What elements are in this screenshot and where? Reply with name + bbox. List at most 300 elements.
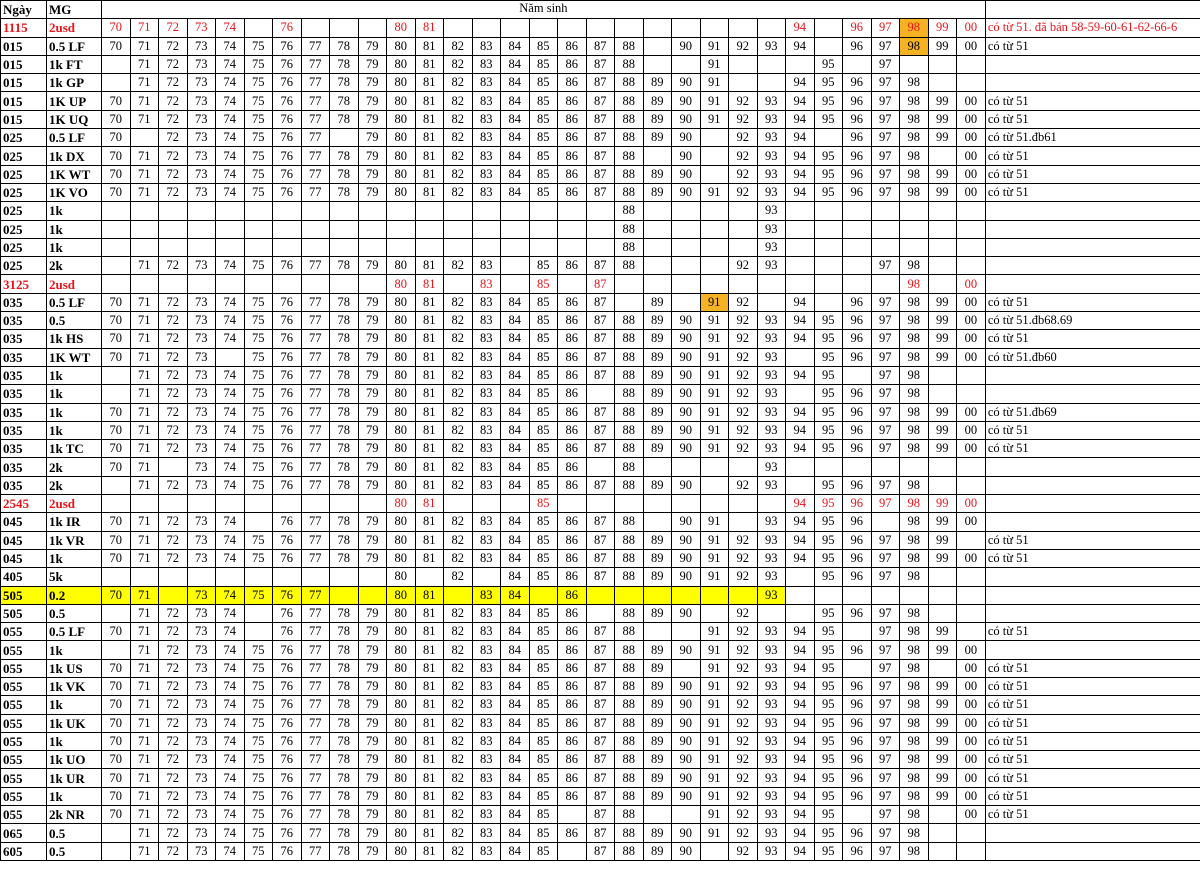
cell-year-80: 80 xyxy=(387,531,416,549)
cell-year-83: 83 xyxy=(472,37,501,55)
cell-year-73: 73 xyxy=(187,604,216,622)
cell-year-71: 71 xyxy=(130,714,159,732)
cell-year-81: 81 xyxy=(415,165,444,183)
cell-year-74: 74 xyxy=(216,92,245,110)
cell-note xyxy=(985,604,1200,622)
cell-year-98: 98 xyxy=(900,824,929,842)
cell-year-73: 73 xyxy=(187,659,216,677)
cell-year-99: 99 xyxy=(928,129,957,147)
cell-year-73: 73 xyxy=(187,458,216,476)
cell-year-82: 82 xyxy=(444,293,473,311)
cell-year-98: 98 xyxy=(900,842,929,860)
cell-year-89 xyxy=(643,220,672,238)
cell-year-74: 74 xyxy=(216,659,245,677)
cell-year-93 xyxy=(757,74,786,92)
cell-year-84 xyxy=(501,275,530,293)
cell-note xyxy=(985,586,1200,604)
cell-year-97 xyxy=(871,586,900,604)
cell-year-00: 00 xyxy=(957,787,986,805)
cell-year-78: 78 xyxy=(330,696,359,714)
cell-mg: 1k UR xyxy=(47,769,102,787)
cell-year-81: 81 xyxy=(415,549,444,567)
cell-year-74: 74 xyxy=(216,714,245,732)
cell-year-70: 70 xyxy=(102,513,131,531)
cell-year-86: 86 xyxy=(558,476,587,494)
cell-year-74: 74 xyxy=(216,586,245,604)
cell-year-70: 70 xyxy=(102,659,131,677)
cell-year-72 xyxy=(159,220,188,238)
cell-year-93: 93 xyxy=(757,183,786,201)
cell-year-97 xyxy=(871,275,900,293)
cell-year-86: 86 xyxy=(558,147,587,165)
cell-year-93: 93 xyxy=(757,623,786,641)
cell-year-70: 70 xyxy=(102,165,131,183)
cell-year-87: 87 xyxy=(586,769,615,787)
cell-year-70 xyxy=(102,385,131,403)
cell-year-80: 80 xyxy=(387,312,416,330)
cell-year-75 xyxy=(244,604,273,622)
cell-year-99: 99 xyxy=(928,403,957,421)
cell-year-89: 89 xyxy=(643,732,672,750)
cell-year-87: 87 xyxy=(586,732,615,750)
cell-year-74: 74 xyxy=(216,751,245,769)
cell-year-97: 97 xyxy=(871,110,900,128)
cell-year-78: 78 xyxy=(330,732,359,750)
cell-year-70: 70 xyxy=(102,714,131,732)
cell-year-80: 80 xyxy=(387,732,416,750)
cell-year-77: 77 xyxy=(301,458,330,476)
cell-year-92: 92 xyxy=(729,604,758,622)
cell-year-79: 79 xyxy=(358,421,387,439)
table-row xyxy=(1,513,1200,531)
cell-year-94: 94 xyxy=(786,623,815,641)
cell-year-91 xyxy=(700,165,729,183)
cell-year-70 xyxy=(102,257,131,275)
cell-year-78: 78 xyxy=(330,366,359,384)
cell-year-73 xyxy=(187,568,216,586)
cell-year-82 xyxy=(444,238,473,256)
cell-year-86: 86 xyxy=(558,293,587,311)
cell-year-75 xyxy=(244,495,273,513)
cell-year-71: 71 xyxy=(130,92,159,110)
cell-year-78: 78 xyxy=(330,74,359,92)
cell-year-96: 96 xyxy=(843,677,872,695)
cell-year-95: 95 xyxy=(814,842,843,860)
cell-year-93: 93 xyxy=(757,549,786,567)
cell-year-97: 97 xyxy=(871,531,900,549)
cell-year-77: 77 xyxy=(301,641,330,659)
cell-year-73: 73 xyxy=(187,476,216,494)
table-row xyxy=(1,220,1200,238)
cell-year-96: 96 xyxy=(843,513,872,531)
cell-year-86: 86 xyxy=(558,403,587,421)
cell-year-72: 72 xyxy=(159,769,188,787)
cell-year-94 xyxy=(786,220,815,238)
cell-year-88: 88 xyxy=(615,641,644,659)
cell-year-78: 78 xyxy=(330,476,359,494)
cell-year-86: 86 xyxy=(558,513,587,531)
table-row xyxy=(1,842,1200,860)
cell-year-81: 81 xyxy=(415,385,444,403)
cell-year-94: 94 xyxy=(786,19,815,37)
cell-year-97: 97 xyxy=(871,293,900,311)
cell-year-81 xyxy=(415,568,444,586)
cell-year-84: 84 xyxy=(501,312,530,330)
cell-year-82 xyxy=(444,586,473,604)
cell-year-86: 86 xyxy=(558,458,587,476)
cell-year-72: 72 xyxy=(159,476,188,494)
cell-year-90 xyxy=(672,220,701,238)
cell-year-92: 92 xyxy=(729,677,758,695)
cell-year-97: 97 xyxy=(871,476,900,494)
cell-year-92 xyxy=(729,275,758,293)
cell-year-86: 86 xyxy=(558,549,587,567)
cell-year-84: 84 xyxy=(501,604,530,622)
cell-year-84: 84 xyxy=(501,824,530,842)
cell-year-78: 78 xyxy=(330,641,359,659)
cell-year-70: 70 xyxy=(102,806,131,824)
cell-year-88: 88 xyxy=(615,366,644,384)
cell-year-74: 74 xyxy=(216,641,245,659)
cell-year-87: 87 xyxy=(586,476,615,494)
cell-mg: 2usd xyxy=(47,275,102,293)
cell-year-70 xyxy=(102,275,131,293)
cell-year-84: 84 xyxy=(501,92,530,110)
cell-mg: 2k NR xyxy=(47,806,102,824)
cell-year-86: 86 xyxy=(558,183,587,201)
cell-year-96: 96 xyxy=(843,385,872,403)
cell-year-70 xyxy=(102,202,131,220)
cell-year-99: 99 xyxy=(928,549,957,567)
cell-year-85 xyxy=(529,19,558,37)
cell-mg: 1k xyxy=(47,202,102,220)
cell-year-90 xyxy=(672,495,701,513)
cell-year-75 xyxy=(244,220,273,238)
cell-year-81: 81 xyxy=(415,769,444,787)
cell-year-84: 84 xyxy=(501,641,530,659)
cell-year-80: 80 xyxy=(387,714,416,732)
cell-year-73: 73 xyxy=(187,92,216,110)
cell-year-72: 72 xyxy=(159,366,188,384)
cell-year-88 xyxy=(615,19,644,37)
cell-year-77: 77 xyxy=(301,751,330,769)
cell-year-94: 94 xyxy=(786,312,815,330)
cell-year-78: 78 xyxy=(330,257,359,275)
cell-year-79: 79 xyxy=(358,659,387,677)
cell-year-77: 77 xyxy=(301,293,330,311)
cell-year-76: 76 xyxy=(273,659,302,677)
cell-year-84: 84 xyxy=(501,586,530,604)
cell-year-98: 98 xyxy=(900,696,929,714)
cell-year-72: 72 xyxy=(159,513,188,531)
table-row xyxy=(1,714,1200,732)
cell-year-92: 92 xyxy=(729,568,758,586)
cell-year-95: 95 xyxy=(814,403,843,421)
cell-year-00: 00 xyxy=(957,19,986,37)
table-row xyxy=(1,824,1200,842)
cell-year-77 xyxy=(301,19,330,37)
cell-year-98: 98 xyxy=(900,623,929,641)
cell-year-74: 74 xyxy=(216,421,245,439)
cell-year-77: 77 xyxy=(301,623,330,641)
cell-year-76: 76 xyxy=(273,806,302,824)
cell-year-95: 95 xyxy=(814,732,843,750)
cell-year-85: 85 xyxy=(529,842,558,860)
table-row xyxy=(1,677,1200,695)
cell-year-96 xyxy=(843,202,872,220)
cell-year-89: 89 xyxy=(643,659,672,677)
cell-year-83: 83 xyxy=(472,348,501,366)
cell-mg: 1k xyxy=(47,366,102,384)
cell-year-91 xyxy=(700,220,729,238)
cell-year-85: 85 xyxy=(529,110,558,128)
cell-year-80: 80 xyxy=(387,275,416,293)
cell-year-92: 92 xyxy=(729,110,758,128)
cell-year-91: 91 xyxy=(700,55,729,73)
cell-year-78: 78 xyxy=(330,348,359,366)
cell-year-81: 81 xyxy=(415,293,444,311)
cell-year-93: 93 xyxy=(757,806,786,824)
cell-year-80: 80 xyxy=(387,385,416,403)
cell-year-73: 73 xyxy=(187,513,216,531)
cell-year-81: 81 xyxy=(415,714,444,732)
cell-year-89: 89 xyxy=(643,641,672,659)
cell-year-76: 76 xyxy=(273,74,302,92)
cell-year-71: 71 xyxy=(130,806,159,824)
cell-year-99: 99 xyxy=(928,732,957,750)
cell-year-72: 72 xyxy=(159,129,188,147)
cell-year-73: 73 xyxy=(187,312,216,330)
cell-year-89: 89 xyxy=(643,403,672,421)
cell-year-85: 85 xyxy=(529,751,558,769)
cell-year-80: 80 xyxy=(387,806,416,824)
cell-year-75: 75 xyxy=(244,403,273,421)
cell-year-91: 91 xyxy=(700,824,729,842)
cell-year-88: 88 xyxy=(615,714,644,732)
cell-year-77: 77 xyxy=(301,183,330,201)
cell-year-79: 79 xyxy=(358,641,387,659)
cell-year-70: 70 xyxy=(102,751,131,769)
cell-year-76: 76 xyxy=(273,842,302,860)
cell-year-90: 90 xyxy=(672,732,701,750)
cell-year-82: 82 xyxy=(444,129,473,147)
cell-year-89: 89 xyxy=(643,751,672,769)
cell-note: có từ 51 xyxy=(985,732,1200,750)
cell-year-92: 92 xyxy=(729,641,758,659)
cell-year-73: 73 xyxy=(187,751,216,769)
cell-year-81: 81 xyxy=(415,183,444,201)
cell-year-99: 99 xyxy=(928,348,957,366)
cell-year-71 xyxy=(130,495,159,513)
cell-year-82: 82 xyxy=(444,55,473,73)
cell-year-84: 84 xyxy=(501,476,530,494)
cell-year-78 xyxy=(330,586,359,604)
cell-year-86: 86 xyxy=(558,92,587,110)
cell-year-89 xyxy=(643,238,672,256)
cell-year-88: 88 xyxy=(615,110,644,128)
cell-year-79: 79 xyxy=(358,751,387,769)
cell-year-86: 86 xyxy=(558,641,587,659)
cell-year-82: 82 xyxy=(444,165,473,183)
table-row xyxy=(1,623,1200,641)
cell-year-99: 99 xyxy=(928,183,957,201)
cell-year-94: 94 xyxy=(786,549,815,567)
cell-year-92: 92 xyxy=(729,824,758,842)
cell-year-92: 92 xyxy=(729,476,758,494)
cell-year-79: 79 xyxy=(358,623,387,641)
cell-day: 025 xyxy=(1,238,47,256)
cell-year-83 xyxy=(472,568,501,586)
cell-year-00: 00 xyxy=(957,751,986,769)
cell-year-86: 86 xyxy=(558,604,587,622)
cell-year-71: 71 xyxy=(130,732,159,750)
cell-year-85: 85 xyxy=(529,677,558,695)
cell-year-93: 93 xyxy=(757,312,786,330)
cell-year-82: 82 xyxy=(444,732,473,750)
cell-year-91 xyxy=(700,495,729,513)
cell-day: 055 xyxy=(1,659,47,677)
cell-year-95 xyxy=(814,129,843,147)
cell-year-97: 97 xyxy=(871,312,900,330)
cell-year-90: 90 xyxy=(672,842,701,860)
cell-year-71: 71 xyxy=(130,641,159,659)
cell-year-98: 98 xyxy=(900,806,929,824)
cell-year-89: 89 xyxy=(643,549,672,567)
cell-year-83: 83 xyxy=(472,92,501,110)
cell-year-87: 87 xyxy=(586,348,615,366)
cell-mg: 1k IR xyxy=(47,513,102,531)
cell-year-97: 97 xyxy=(871,37,900,55)
cell-year-71: 71 xyxy=(130,421,159,439)
cell-year-81: 81 xyxy=(415,641,444,659)
cell-year-74: 74 xyxy=(216,623,245,641)
cell-year-99 xyxy=(928,366,957,384)
cell-year-71: 71 xyxy=(130,348,159,366)
cell-year-99: 99 xyxy=(928,787,957,805)
cell-year-71: 71 xyxy=(130,842,159,860)
cell-year-73: 73 xyxy=(187,641,216,659)
cell-year-92: 92 xyxy=(729,659,758,677)
cell-year-74: 74 xyxy=(216,769,245,787)
cell-note: có từ 51 xyxy=(985,696,1200,714)
cell-year-85: 85 xyxy=(529,421,558,439)
cell-year-83: 83 xyxy=(472,751,501,769)
cell-mg: 1k TC xyxy=(47,440,102,458)
cell-year-77: 77 xyxy=(301,476,330,494)
cell-year-76: 76 xyxy=(273,824,302,842)
cell-year-82: 82 xyxy=(444,787,473,805)
cell-year-94 xyxy=(786,476,815,494)
cell-year-92: 92 xyxy=(729,440,758,458)
cell-year-81: 81 xyxy=(415,348,444,366)
cell-year-97: 97 xyxy=(871,165,900,183)
cell-year-96: 96 xyxy=(843,19,872,37)
cell-year-97: 97 xyxy=(871,696,900,714)
cell-year-75 xyxy=(244,202,273,220)
cell-year-97: 97 xyxy=(871,732,900,750)
cell-year-81: 81 xyxy=(415,696,444,714)
cell-year-87: 87 xyxy=(586,147,615,165)
cell-year-74 xyxy=(216,568,245,586)
cell-mg: 1k xyxy=(47,385,102,403)
cell-year-94: 94 xyxy=(786,440,815,458)
cell-year-84: 84 xyxy=(501,696,530,714)
table-row xyxy=(1,403,1200,421)
cell-year-93: 93 xyxy=(757,348,786,366)
cell-year-00: 00 xyxy=(957,513,986,531)
cell-year-78: 78 xyxy=(330,55,359,73)
cell-year-87: 87 xyxy=(586,568,615,586)
cell-day: 015 xyxy=(1,110,47,128)
cell-year-83 xyxy=(472,220,501,238)
cell-year-79: 79 xyxy=(358,842,387,860)
cell-year-88: 88 xyxy=(615,751,644,769)
cell-year-90: 90 xyxy=(672,147,701,165)
cell-day: 045 xyxy=(1,513,47,531)
cell-note: có từ 51 xyxy=(985,806,1200,824)
cell-year-73: 73 xyxy=(187,55,216,73)
cell-year-81 xyxy=(415,202,444,220)
cell-year-73: 73 xyxy=(187,293,216,311)
cell-year-85: 85 xyxy=(529,659,558,677)
cell-year-75: 75 xyxy=(244,385,273,403)
cell-year-71: 71 xyxy=(130,165,159,183)
cell-year-80: 80 xyxy=(387,641,416,659)
cell-year-82: 82 xyxy=(444,513,473,531)
cell-year-88: 88 xyxy=(615,604,644,622)
cell-year-82: 82 xyxy=(444,348,473,366)
cell-year-00: 00 xyxy=(957,147,986,165)
cell-year-89: 89 xyxy=(643,714,672,732)
cell-year-94: 94 xyxy=(786,129,815,147)
table-row xyxy=(1,110,1200,128)
cell-mg: 1k HS xyxy=(47,330,102,348)
cell-day: 035 xyxy=(1,385,47,403)
cell-year-74 xyxy=(216,220,245,238)
cell-year-95: 95 xyxy=(814,549,843,567)
cell-day: 065 xyxy=(1,824,47,842)
cell-year-80: 80 xyxy=(387,659,416,677)
cell-year-96: 96 xyxy=(843,549,872,567)
cell-year-73 xyxy=(187,238,216,256)
cell-year-91 xyxy=(700,604,729,622)
cell-year-00 xyxy=(957,55,986,73)
cell-mg: 0.5 xyxy=(47,842,102,860)
cell-year-75: 75 xyxy=(244,55,273,73)
cell-year-92: 92 xyxy=(729,147,758,165)
cell-year-73: 73 xyxy=(187,677,216,695)
cell-year-88: 88 xyxy=(615,37,644,55)
table-row xyxy=(1,74,1200,92)
cell-year-96: 96 xyxy=(843,147,872,165)
cell-year-75 xyxy=(244,238,273,256)
cell-year-82: 82 xyxy=(444,549,473,567)
cell-year-82 xyxy=(444,19,473,37)
cell-year-97: 97 xyxy=(871,403,900,421)
cell-year-80: 80 xyxy=(387,696,416,714)
cell-year-84: 84 xyxy=(501,293,530,311)
cell-year-84: 84 xyxy=(501,440,530,458)
cell-note: có từ 51 xyxy=(985,293,1200,311)
cell-year-71: 71 xyxy=(130,74,159,92)
cell-year-98: 98 xyxy=(900,19,929,37)
cell-year-81: 81 xyxy=(415,824,444,842)
cell-year-86 xyxy=(558,238,587,256)
cell-year-93 xyxy=(757,293,786,311)
cell-year-75: 75 xyxy=(244,129,273,147)
cell-year-78: 78 xyxy=(330,842,359,860)
cell-year-97: 97 xyxy=(871,129,900,147)
